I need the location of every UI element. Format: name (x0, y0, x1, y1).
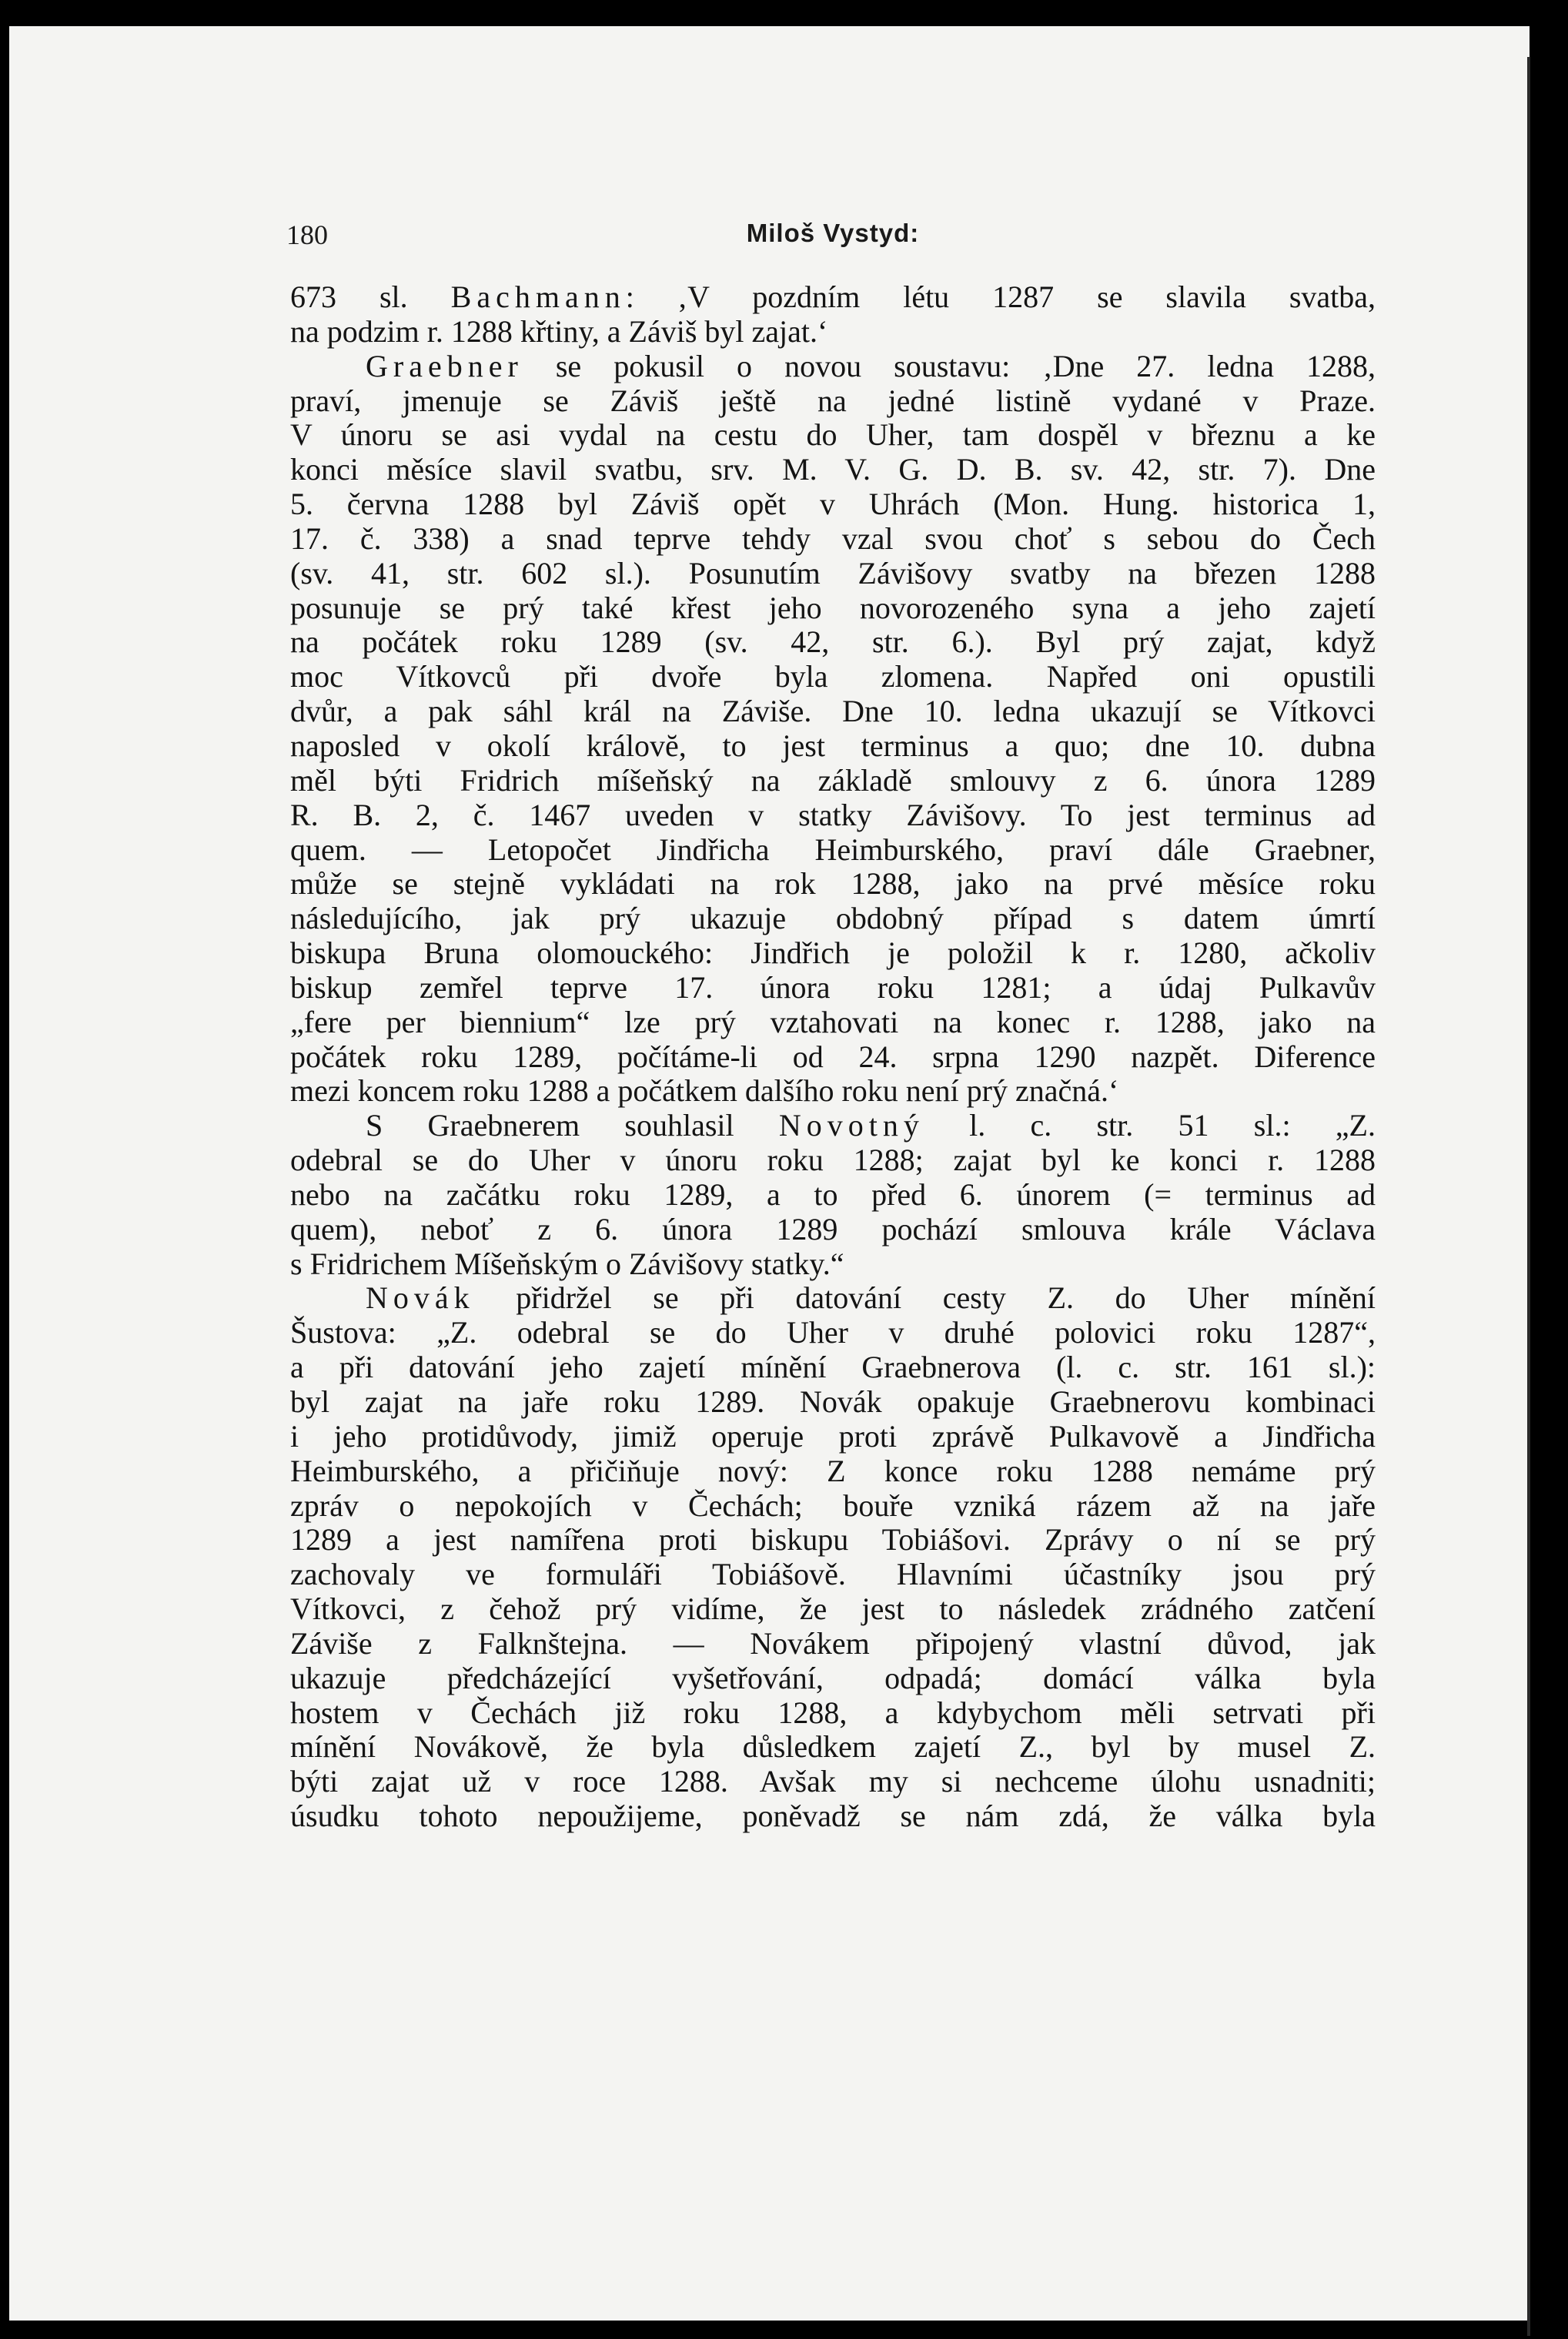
running-title: Miloš Vystyd: (746, 219, 920, 247)
text-run: „fere per biennium“ lze prý vztahovati na konec r. 1288, jako na (290, 1004, 1376, 1039)
text-run: přidržel se při datování cesty Z. do Uher mínění (474, 1280, 1376, 1316)
body-text (290, 280, 1376, 1834)
text-line (290, 625, 1376, 660)
text-line (290, 1247, 1376, 1282)
text-run: mezi koncem roku 1288 a počátkem dalšího roku není prý značná.‘ (290, 1073, 1119, 1109)
text-run: býti zajat už v roce 1288. Avšak my si nechceme úlohu usnadniti; (290, 1764, 1376, 1799)
text-line (290, 1799, 1376, 1834)
text-run: biskupa Bruna olomouckého: Jindřich je položil k r. 1280, ačkoliv (290, 935, 1376, 971)
text-line (290, 487, 1376, 522)
text-run: : ‚V pozdním létu 1287 se slavila svatba, (625, 279, 1376, 314)
spaced-author-name: Bachmann (450, 279, 626, 314)
text-line (290, 1385, 1376, 1420)
text-run: zachovaly ve formuláři Tobiášově. Hlavními účastníky jsou prý (290, 1557, 1376, 1592)
text-line (290, 833, 1376, 868)
text-line (290, 971, 1376, 1006)
text-line (290, 798, 1376, 833)
text-run: 1289 a jest namířena proti biskupu Tobiášovi. Zprávy o ní se prý (290, 1522, 1376, 1558)
text-run: 5. června 1288 byl Záviš opět v Uhrách (Mon. Hung. historica 1, (290, 487, 1376, 522)
text-run: může se stejně vykládati na rok 1288, jako na prvé měsíce roku (290, 866, 1376, 902)
text-run: quem), neboť z 6. února 1289 pochází smlouva krále Václava (290, 1211, 1376, 1246)
text-line (290, 1316, 1376, 1350)
text-run: i jeho protidůvody, jimiž operuje proti zprávě Pulkavově a Jindřicha (290, 1418, 1376, 1454)
page-header (286, 219, 1379, 257)
text-run: Šustova: „Z. odebral se do Uher v druhé polovici roku 1287“, (290, 1315, 1376, 1350)
text-line (290, 1281, 1376, 1316)
text-line (290, 315, 1376, 350)
text-line (290, 1489, 1376, 1524)
text-line (290, 1213, 1376, 1247)
text-line (290, 660, 1376, 694)
text-line (290, 522, 1376, 557)
text-run: 17. č. 338) a snad teprve tehdy vzal svou choť s sebou do Čech (290, 520, 1376, 556)
text-run: měl býti Fridrich míšeňský na základě smlouvy z 6. února 1289 (290, 762, 1376, 798)
text-run: dvůr, a pak sáhl král na Záviše. Dne 10. ledna ukazují se Vítkovci (290, 694, 1376, 729)
text-line (290, 1696, 1376, 1731)
text-run: úsudku tohoto nepoužijeme, poněvadž se nám zdá, že válka byla (290, 1799, 1376, 1834)
text-run: (sv. 41, str. 602 sl.). Posunutím Závišovy svatby na březen 1288 (290, 555, 1376, 591)
text-run: zpráv o nepokojích v Čechách; bouře vzniká rázem až na jaře (290, 1487, 1376, 1523)
text-line (290, 1627, 1376, 1661)
text-line (290, 1350, 1376, 1385)
text-run: Vítkovci, z čehož prý vidíme, že jest to následek zrádného zatčení (290, 1591, 1376, 1627)
text-line (290, 1143, 1376, 1178)
text-run: mínění Novákově, že byla důsledkem zajetí Z., byl by musel Z. (290, 1729, 1376, 1765)
text-run: byl zajat na jaře roku 1289. Novák opakuje Graebnerovu kombinaci (290, 1384, 1376, 1419)
text-line (290, 1523, 1376, 1558)
text-line (290, 1558, 1376, 1592)
text-run: na podzim r. 1288 křtiny, a Záviš byl zajat.‘ (290, 313, 828, 349)
text-line (290, 418, 1376, 453)
text-line (290, 867, 1376, 902)
text-run: moc Vítkovců při dvoře byla zlomena. Napřed oni opustili (290, 659, 1376, 694)
text-line (290, 1454, 1376, 1489)
text-run: praví, jmenuje se Záviš ještě na jedné listině vydané v Praze. (290, 383, 1376, 418)
spaced-author-name: Novotný (778, 1108, 924, 1143)
text-line (290, 1420, 1376, 1454)
text-line (290, 1765, 1376, 1799)
text-run: Záviše z Falknštejna. — Novákem připojený vlastní důvod, jak (290, 1625, 1376, 1661)
text-line (290, 350, 1376, 384)
text-run: počátek roku 1289, počítáme-li od 24. srpna 1290 nazpět. Diference (290, 1039, 1376, 1074)
text-run: naposled v okolí královĕ, to jest terminus a quo; dne 10. dubna (290, 728, 1376, 763)
text-run: quem. — Letopočet Jindřicha Heimburského, praví dále Graebner, (290, 832, 1376, 867)
text-line (290, 1006, 1376, 1040)
text-line (290, 1040, 1376, 1075)
text-line (290, 1592, 1376, 1627)
text-run: l. c. str. 51 sl.: „Z. (924, 1108, 1376, 1143)
text-line (290, 280, 1376, 315)
text-run: se pokusil o novou soustavu: ‚Dne 27. ledna 1288, (523, 348, 1376, 383)
text-run: ukazuje předcházející vyšetřování, odpadá; domácí válka byla (290, 1660, 1376, 1695)
text-run: odebral se do Uher v únoru roku 1288; zajat byl ke konci r. 1288 (290, 1143, 1376, 1178)
text-run: následujícího, jak prý ukazuje obdobný případ s datem úmrtí (290, 901, 1376, 936)
text-run: s Fridrichem Míšeňským o Závišovy statky.“ (290, 1246, 844, 1281)
text-run: a při datování jeho zajetí mínění Graebnerova (l. c. str. 161 sl.): (290, 1350, 1376, 1385)
text-line (290, 1074, 1376, 1109)
text-line (290, 557, 1376, 591)
text-line (290, 1178, 1376, 1213)
text-line (290, 1661, 1376, 1696)
text-run: konci měsíce slavil svatbu, srv. M. V. G. D. B. sv. 42, str. 7). Dne (290, 452, 1376, 487)
text-run: na počátek roku 1289 (sv. 42, str. 6.). Byl prý zajat, když (290, 624, 1376, 660)
text-line (290, 1109, 1376, 1143)
text-line (290, 1730, 1376, 1765)
text-run: V únoru se asi vydal na cestu do Uher, tam dospěl v březnu a ke (290, 417, 1376, 453)
text-run: biskup zemřel teprve 17. února roku 1281; a údaj Pulkavův (290, 969, 1376, 1005)
text-run: posunuje se prý také křest jeho novorozeného syna a jeho zajetí (290, 590, 1376, 625)
text-run: nebo na začátku roku 1289, a to před 6. únorem (= terminus ad (290, 1176, 1376, 1212)
text-line (290, 453, 1376, 487)
spaced-author-name: Novák (366, 1280, 475, 1316)
text-line (290, 591, 1376, 626)
page-number: 180 (286, 219, 328, 250)
text-line (290, 694, 1376, 729)
text-run: R. B. 2, č. 1467 uveden v statky Závišovy. To jest terminus ad (290, 797, 1376, 832)
text-run: hostem v Čechách již roku 1288, a kdybychom měli setrvati při (290, 1695, 1376, 1730)
text-line (290, 764, 1376, 798)
text-line (290, 729, 1376, 764)
scan-edge-line (1527, 57, 1530, 2336)
text-run: Heimburského, a přičiňuje nový: Z konce roku 1288 nemáme prý (290, 1453, 1376, 1488)
text-run: S Graebnerem souhlasil (366, 1108, 779, 1143)
text-line (290, 384, 1376, 419)
text-line (290, 936, 1376, 971)
text-line (290, 902, 1376, 936)
spaced-author-name: Graebner (366, 348, 523, 383)
text-run: 673 sl. (290, 279, 451, 314)
